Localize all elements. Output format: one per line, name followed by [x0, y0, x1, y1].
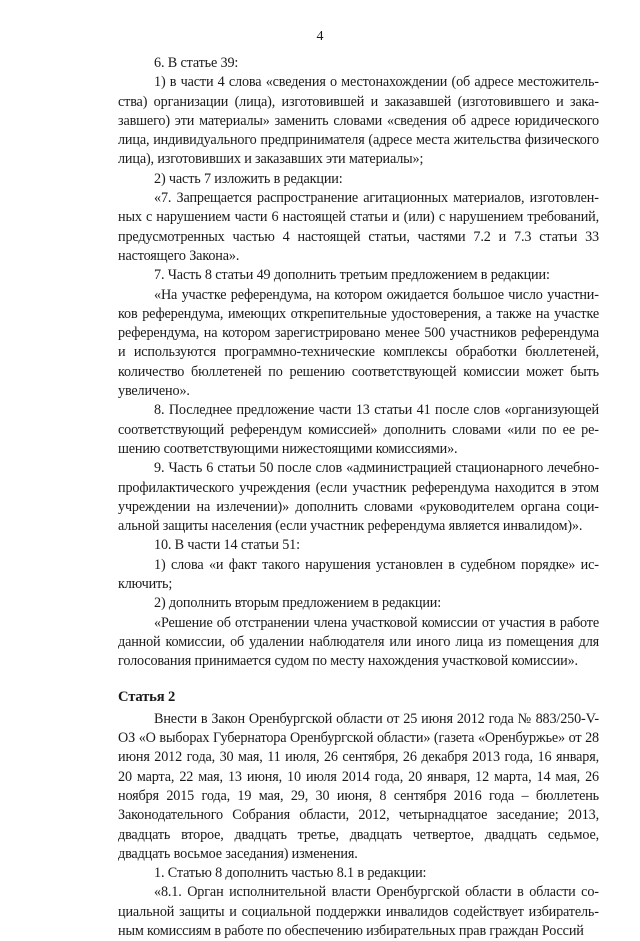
paragraph: 2) дополнить вторым предложением в редакции:: [154, 595, 441, 612]
paragraph: «8.1. Орган исполнительной власти Оренбургской области в области социальной защиты и социальной поддержки инвалидов содействует избирательным комиссиям в работе по обеспечению избирательных прав граждан Россий: [118, 884, 599, 940]
document-body: [118, 54, 599, 941]
paragraph: Внести в Закон Оренбургской области от 25 июня 2012 года № 883/250-V-ОЗ «О выборах Губернатора Оренбургской области» (газета «Оренбуржье» от 28 июня 2012 года, 30 мая, 11 июля, 26 сентября, 26 декабря 2013 года, 16 января, 20 марта, 22 мая, 13 июня, 10 июля 2014 года, 20 января, 12 марта, 14 мая, 26 ноября 2015 года, 19 мая, 29, 30 июня, 8 сентября 2016 года – бюллетень Законодательного Собрания области, 2012, четырнадцатое заседание; 2013, двадцать второе, двадцать третье, двадцать четвертое, двадцать седьмое, двадцать восьмое заседания) изменения.: [118, 710, 599, 862]
paragraph: «7. Запрещается распространение агитационных материалов, изготовленных с нарушением части 6 настоящей статьи и (или) с нарушением требований, предусмотренных частью 4 настоящей статьи, частями 7.2 и 7.3 статьи 33 настоящего Закона».: [118, 190, 599, 264]
paragraph: 10. В части 14 статьи 51:: [154, 537, 300, 554]
paragraph: 7. Часть 8 статьи 49 дополнить третьим предложением в редакции:: [154, 267, 550, 284]
article-heading: Статья 2: [118, 688, 176, 705]
paragraph: 6. В статье 39:: [154, 55, 239, 71]
page-number: 4: [316, 29, 324, 44]
paragraph: 9. Часть 6 статьи 50 после слов «администрацией стационарного лечебно-профилактического учреждения (если участник референдума находится в этом учреждении на излечении)» дополнить словами «руководителем органа социальной защиты населения (если участник референдума является инвалидом)».: [118, 460, 599, 535]
paragraph: «На участке референдума, на котором ожидается большое число участников референдума, имеющих открепительные удостоверения, а также на участке референдума, на котором зарегистрировано менее 500 участников референдума и используются программно-технические комплексы обработки бюллетеней, количество бюллетеней по решению соответствующей комиссии может быть увеличено».: [118, 286, 599, 400]
paragraph: 1. Статью 8 дополнить частью 8.1 в редакции:: [154, 865, 427, 882]
paragraph: 8. Последнее предложение части 13 статьи 41 после слов «организующей соответствующий референдум комиссией» дополнить словами «или по ее решению соответствующими нижестоящими комиссиями».: [118, 402, 599, 457]
article-heading-wrapper: [118, 688, 599, 707]
paragraph: 1) в части 4 слова «сведения о местонахождении (об адресе местожительства) организации (лица), изготовившей и заказавшей (изготовившего и заказавшего) эти материалы» заменить словами «сведения об адресе юридического лица, индивидуального предпринимателя (адресе места жительства физического лица), изготовивших и заказавших эти материалы»;: [118, 74, 599, 168]
paragraph: 2) часть 7 изложить в редакции:: [154, 170, 343, 187]
paragraph: 1) слова «и факт такого нарушения установлен в судебном порядке» исключить;: [118, 556, 599, 593]
paragraph: «Решение об отстранении члена участковой комиссии от участия в работе данной комиссии, об удалении наблюдателя или иного лица из помещения для голосования принимается судом по месту нахождения участковой комиссии».: [118, 614, 599, 670]
